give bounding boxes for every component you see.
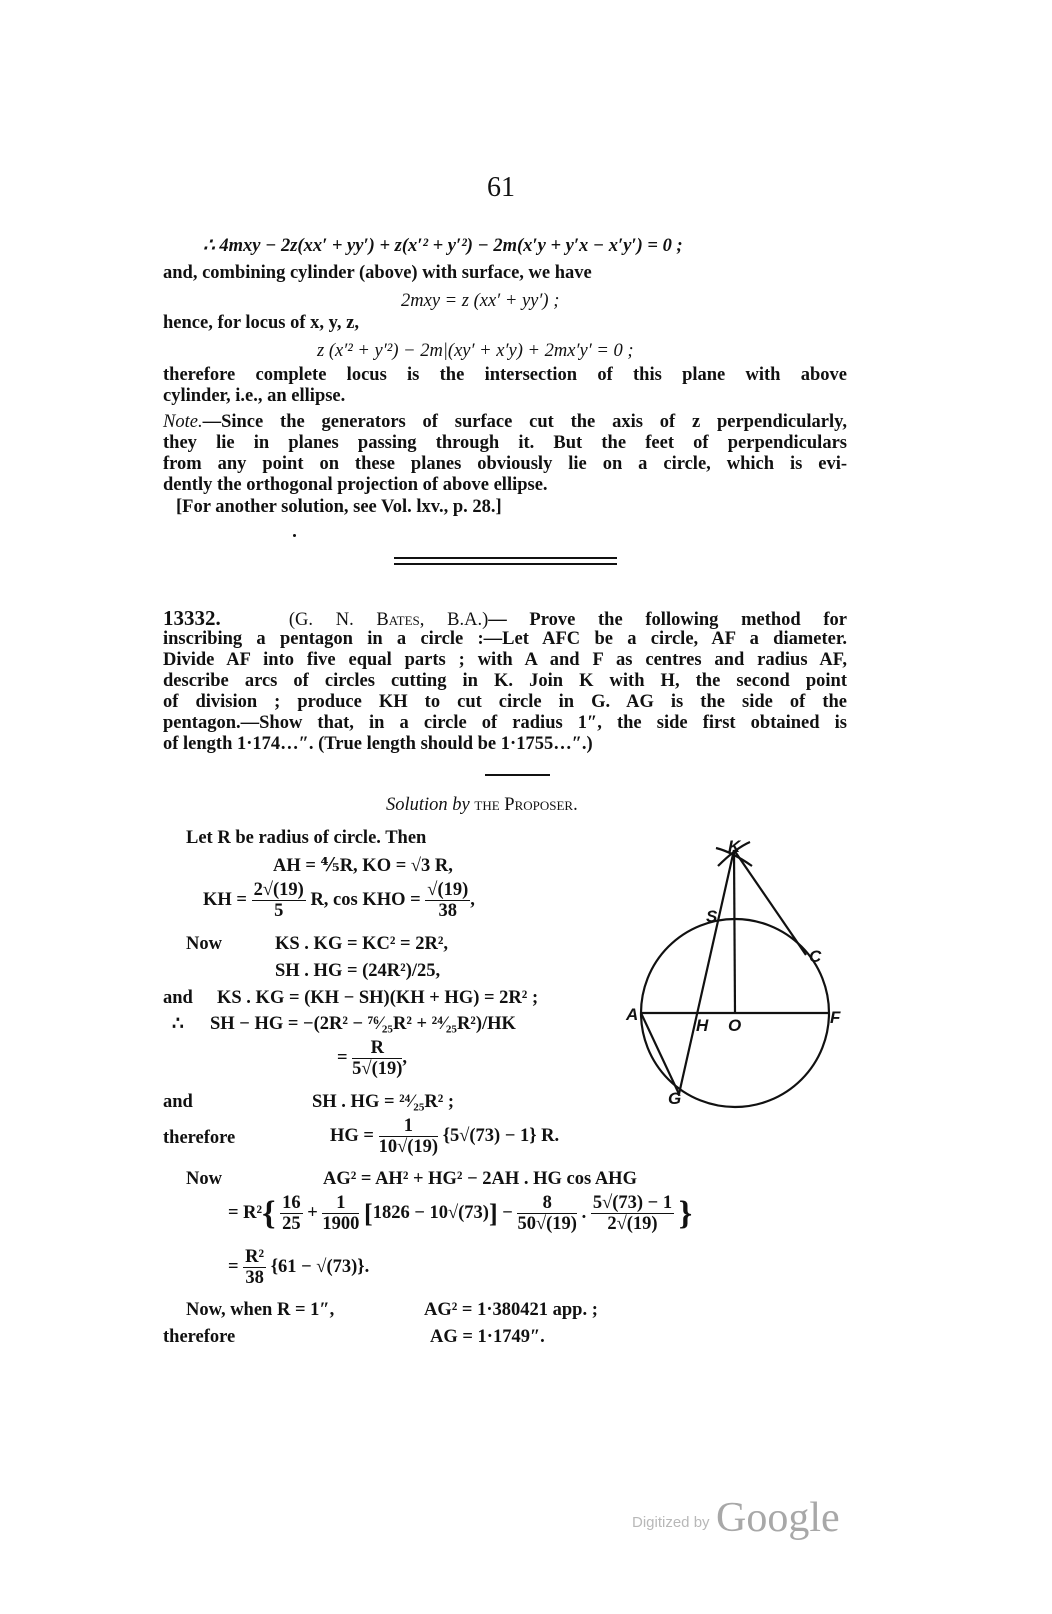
fraction-hg — [379, 1116, 438, 1157]
digitized-by-text: Digitized by — [632, 1514, 710, 1531]
section-divider-bottom — [394, 563, 617, 565]
solution-intro: Let R be radius of circle. Then — [186, 828, 427, 848]
kh-tail: R, cos KHO = — [310, 889, 421, 910]
print-speck — [293, 534, 296, 537]
solution-heading-proposer: the Proposer. — [474, 795, 578, 815]
result-tail: {61 − √(73)}. — [270, 1256, 370, 1277]
label-now-1: Now — [186, 934, 222, 954]
equation-expansion: = R²{ $\frac{16}{25}$ + $\frac{1}{1900}$ [1826 − 10√(73)] − $\frac{8}{50√(19)}$ . $\frac{5√(73) - 1}{2√(19)}$ } — [228, 1193, 693, 1234]
fraction-5root73 — [591, 1193, 674, 1234]
label-and-1: and — [163, 988, 193, 1008]
label-k: K — [728, 837, 741, 856]
fraction-denominator: 50√(19) — [517, 1214, 577, 1234]
fraction-numerator: R — [352, 1038, 402, 1059]
paragraph-line: they lie in planes passing through it. But the feet of perpendiculars — [163, 433, 847, 453]
text-hence-locus: hence, for locus of x, y, z, — [163, 313, 359, 333]
solution-heading-italic: Solution by — [386, 795, 470, 815]
fraction-denominator: 2√(19) — [607, 1214, 658, 1234]
label-s: S — [706, 907, 718, 926]
fraction-16-25 — [280, 1193, 303, 1234]
line-ko — [734, 850, 735, 1013]
note-paragraph — [163, 412, 847, 496]
paragraph-line: describe arcs of circles cutting in K. Join K with H, the second point — [163, 671, 847, 691]
paragraph-line: therefore complete locus is the intersection of this plane with above — [163, 365, 847, 385]
label-therefore-final: therefore — [163, 1327, 236, 1347]
text-now-when: Now, when R = 1″, — [186, 1300, 335, 1320]
equation-r-over: = $\frac{R}{5√(19)}$ , — [337, 1038, 408, 1079]
problem-statement — [163, 608, 847, 755]
pentagon-construction-diagram — [620, 830, 860, 1110]
fraction-8 — [517, 1193, 576, 1234]
equation-cylinder: 2mxy = z (xx′ + yy′) ; — [401, 291, 560, 311]
equation-ah-ko: AH = ⅘R, KO = √3 R, — [273, 856, 453, 876]
label-h: H — [696, 1016, 709, 1035]
label-c: C — [809, 947, 822, 966]
line-kc — [734, 850, 806, 955]
paragraph-conclusion — [163, 365, 847, 407]
equation-sh-minus-hg: SH − HG = −(2R² − ⁷⁶⁄₂₅R² + ²⁴⁄₂₅R²)/HK — [210, 1014, 516, 1034]
fraction-denominator: 5√(19) — [352, 1059, 403, 1079]
paragraph-line: Divide AF into five equal parts ; with A and F as centres and radius AF, — [163, 650, 847, 670]
line-kg — [679, 850, 734, 1094]
fraction-numerator: 16 — [282, 1193, 301, 1213]
kh-label: KH = — [203, 889, 247, 910]
google-logo: Google — [716, 1495, 840, 1541]
fraction-denominator: 1900 — [322, 1214, 360, 1234]
equation-kh — [203, 880, 475, 921]
fraction-numerator: √(19) — [427, 880, 469, 900]
equation-result: = $\frac{\text{R²}}{38}$ {61 − √(73)}. — [228, 1247, 370, 1288]
paragraph-line: from any point on these planes obviously lie on a circle, which is evi- — [163, 454, 847, 474]
label-now-2: Now — [186, 1169, 222, 1189]
page-number: 61 — [487, 172, 515, 203]
fraction-denominator: 25 — [282, 1214, 301, 1234]
problem-author: (G. N. Bates, B.A.) — [288, 610, 489, 630]
note-label: Note. — [163, 412, 203, 432]
equation-ag-value: AG = 1·1749″. — [430, 1327, 545, 1347]
paragraph-line: dently the orthogonal projection of above ellipse. — [163, 475, 548, 495]
label-and-2: and — [163, 1092, 193, 1112]
equation-ag2-value: AG² = 1·380421 app. ; — [424, 1300, 598, 1320]
equation-ks-kg-2: KS . KG = (KH − SH)(KH + HG) = 2R² ; — [217, 988, 539, 1008]
solution-heading — [386, 795, 578, 816]
bracket-content: 1826 − 10√(73) — [372, 1202, 489, 1223]
fraction-denominator: 38 — [245, 1268, 264, 1288]
line-ag — [641, 1013, 679, 1094]
label-a: A — [626, 1005, 639, 1024]
paragraph-line: — Prove the following method for — [488, 610, 848, 630]
equation-hg — [330, 1116, 559, 1157]
fraction-kh — [252, 880, 306, 921]
equation-sh-hg-2: SH . HG = ²⁴⁄₂₅R² ; — [312, 1092, 455, 1112]
paragraph-line: —Since the generators of surface cut the axis of z perpendicularly, — [202, 412, 847, 432]
equation-plane: z (x′² + y′²) − 2m|(xy′ + x′y) + 2mx′y′ = 0 ; — [317, 341, 634, 361]
label-g: G — [668, 1089, 682, 1108]
fraction-cos — [425, 880, 470, 921]
equation-ks-kg: KS . KG = KC² = 2R², — [275, 934, 448, 954]
hg-label: HG = — [330, 1125, 374, 1146]
equation-locus-1: ∴ 4mxy − 2z(xx′ + yy′) + z(x′² + y′²) − 2m(x′y + y′x − x′y′) = 0 ; — [203, 236, 683, 256]
equation-ag-squared: AG² = AH² + HG² − 2AH . HG cos AHG — [323, 1169, 637, 1189]
equation-sh-hg: SH . HG = (24R²)/25, — [275, 961, 441, 981]
paragraph-line: of division ; produce KH to cut circle in G. AG is the side of the — [163, 692, 847, 712]
hg-tail: {5√(73) − 1} R. — [442, 1125, 560, 1146]
therefore-symbol: ∴ — [172, 1014, 184, 1034]
left-brace: { — [262, 1195, 276, 1232]
fraction-denominator: 5 — [274, 901, 284, 921]
r-squared-prefix: = R² — [228, 1202, 263, 1223]
fraction-denominator: 38 — [438, 901, 458, 921]
fraction-numerator: 1 — [379, 1116, 438, 1137]
fraction-1-1900 — [322, 1193, 359, 1234]
paragraph-line: of length 1·174…″. (True length should be 1·1755…″.) — [163, 734, 593, 754]
right-brace: } — [678, 1195, 693, 1232]
paragraph-line: cylinder, i.e., an ellipse. — [163, 386, 346, 406]
paragraph-line: pentagon.—Show that, in a circle of radius 1″, the side first obtained is — [163, 713, 847, 733]
fraction-numerator: 8 — [517, 1193, 576, 1214]
text-combining: and, combining cylinder (above) with surface, we have — [163, 263, 592, 283]
fraction-numerator: 1 — [322, 1193, 359, 1214]
paragraph-line: inscribing a pentagon in a circle :—Let AFC be a circle, AF a diameter. — [163, 629, 847, 649]
fraction-numerator: 2√(19) — [253, 880, 304, 900]
section-divider-top — [394, 557, 617, 559]
label-f: F — [830, 1008, 841, 1027]
comma: , — [470, 889, 475, 910]
fraction-r2-38 — [243, 1247, 266, 1288]
solution-divider — [485, 774, 550, 776]
label-o: O — [728, 1016, 742, 1035]
problem-number: 13332. — [163, 606, 221, 630]
label-therefore: therefore — [163, 1128, 236, 1148]
fraction-numerator: R² — [245, 1247, 265, 1267]
fraction-denominator: 10√(19) — [378, 1137, 439, 1157]
fraction-numerator: 5√(73) − 1 — [592, 1193, 673, 1213]
fraction-r — [352, 1038, 402, 1079]
reference-note: [For another solution, see Vol. lxv., p. 28.] — [176, 497, 502, 517]
